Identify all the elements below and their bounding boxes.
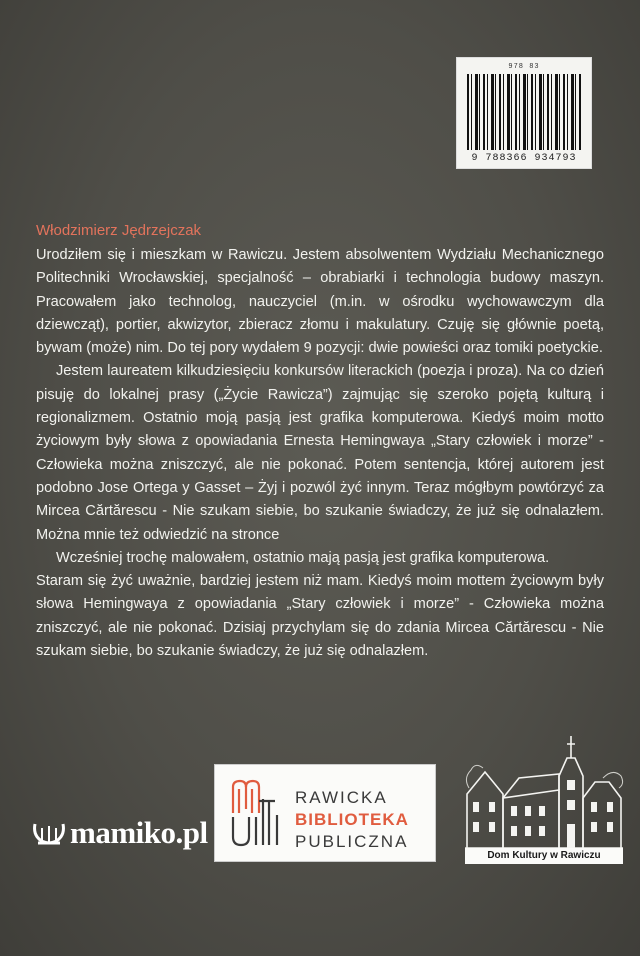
bio-paragraph: Jestem laureatem kilkudziesięciu konkursów literackich (poezja i proza). Na co dzień pisuję do lokalnej prasy („Życie Rawicza”) zajmując się szeroko pojętą kulturą i regionalizmem. Ostatnio moją pasją jest grafika komputerowa. Kiedyś moim motto życiowym były słowa z opowiadania Ernesta Hemingwaya „Stary człowiek i morze” - Człowieka można zniszczyć, ale nie pokonać. Potem sentencja, której autorem jest podobno Jose Ortega y Gasset – Żyj i pozwól żyć innym. Teraz mógłbym powtórzyć za Mircea Cărtărescu - Nie szukam siebie, bo szukanie świadczy, że już się odnalazłem. Można mnie też odwiedzić na stronce [36,363,604,543]
library-name-line2: BIBLIOTEKA [295,810,409,829]
culture-house-logo [463,728,625,863]
library-logo [214,764,436,862]
barcode-top-digits: 978 83 [508,63,540,71]
library-name-line3: PUBLICZNA [295,832,409,851]
isbn-barcode [456,57,592,169]
barcode-bars [467,74,581,150]
library-monogram-icon [229,779,285,847]
library-name-line1: RAWICKA [295,788,388,807]
bio-paragraph: Wcześniej trochę malowałem, ostatnio mają pasją jest grafika komputerowa. [56,549,550,566]
culture-house-caption: Dom Kultury w Rawiczu [465,848,623,864]
lyre-icon [32,820,66,846]
bio-paragraph: Staram się żyć uważnie, bardziej jestem niż mam. Kiedyś moim mottem życiowym były słowa Hemingwaya z opowiadania „Stary człowiek i morze” - Człowieka można zniszczyć, ale nie pokonać. Dzisiaj przychylam się do zdania Mircea Cărtărescu - Nie szukam siebie, bo szukanie świadczy, że już się odnalazłem. [36,573,604,660]
bio-paragraph: Urodziłem się i mieszkam w Rawiczu. Jestem absolwentem Wydziału Mechanicznego Politechniki Wrocławskiej, specjalność – obrabiarki i technologia budowy maszyn. Pracowałem jako technolog, nauczyciel (m.in. w ośrodku wychowawczym dla dziewcząt), portier, akwizytor, zbieracz złomu i makulatury. Czuję się głównie poetą, bywam (może) nim. Do tej pory wydałem 9 pozycji: dwie powieści oraz tomiki poetyckie. [36,247,604,357]
publisher-logo [32,808,208,858]
author-name: Włodzimierz Jędrzejczak [36,222,202,239]
publisher-name: mamiko.pl [70,815,208,850]
barcode-number: 9 788366 934793 [471,153,577,164]
author-bio [36,244,604,663]
building-illustration [463,728,625,850]
